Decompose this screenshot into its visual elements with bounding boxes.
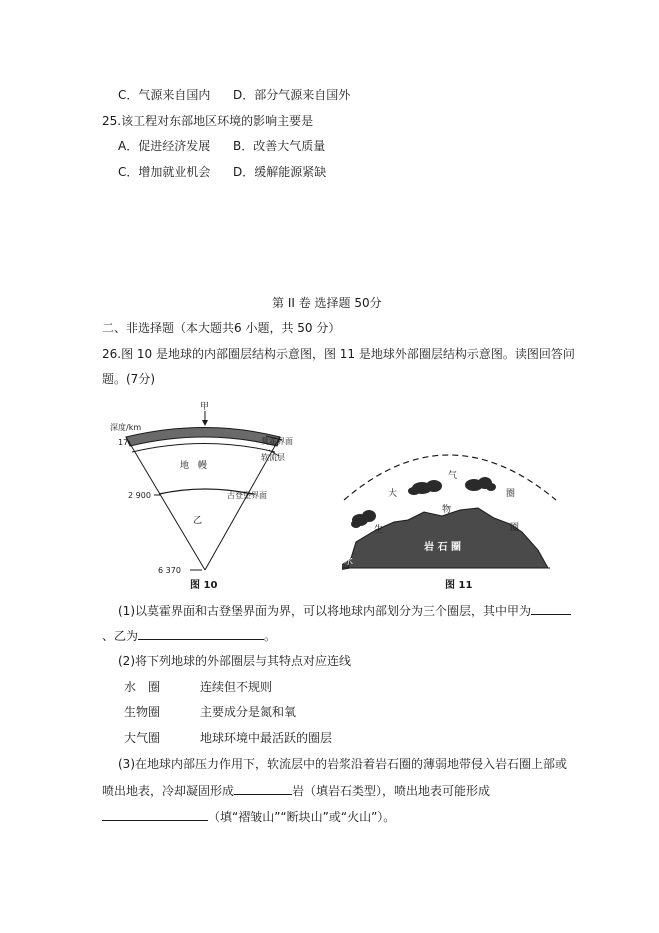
q26-part3-line2 (102, 782, 490, 799)
fig11-lithosphere (348, 508, 548, 568)
q26-part3-text-c: （填“褶皱山”“断块山”或“火山”）。 (208, 810, 396, 824)
fig11-cloud-right (465, 477, 496, 491)
q25-option-c: C．增加就业机会 (118, 165, 211, 179)
fig10-label-mantle: 地 幔 (180, 461, 208, 471)
q26-part3-line1: (3)在地球内部压力作用下，软流层中的岩浆沿着岩石圈的薄弱地带侵入岩石圈上部或 (118, 757, 568, 771)
fig11-label-sheng: 生 (374, 525, 384, 535)
q24-option-c: C．气源来自国内 (118, 88, 211, 102)
fig11-cloud-left (351, 510, 376, 528)
fig11-label-lithosphere: 岩 石 圈 (424, 542, 461, 553)
q26-part3-text-b1: 喷出地表，冷却凝固形成 (102, 784, 235, 798)
q25-option-a: A．促进经济发展 (118, 139, 211, 153)
fig10-left-edge (126, 437, 208, 570)
q26-part1-text-b: 、乙为 (102, 629, 139, 643)
q26-answer-blank-yi[interactable] (138, 627, 264, 640)
match-right-3: 地球环境中最活跃的圈层 (200, 731, 333, 745)
fig10-label-yi: 乙 (193, 516, 203, 526)
match-left-2: 生物圈 (124, 705, 161, 719)
q26-part2-text: (2)将下列地球的外部圈层与其特点对应连线 (118, 654, 351, 668)
q26-part1-line2 (102, 627, 276, 644)
match-right-2: 主要成分是氮和氧 (200, 705, 297, 719)
fig11-label-quan: 圈 (506, 489, 516, 499)
q26-part1-text-a: (1)以莫霍界面和古登堡界面为界，可以将地球内部划分为三个圈层，其中甲为 (118, 604, 532, 618)
q25-stem: 25.该工程对东部地区环境的影响主要是 (102, 114, 314, 128)
fig11-cloud-middle (408, 480, 442, 495)
figure-10-interior-diagram (104, 398, 314, 590)
q24-option-d: D．部分气源来自国外 (233, 88, 351, 102)
fig11-label-shui: 水 (344, 557, 354, 567)
fig10-label-moho: 莫霍界面 (261, 437, 293, 446)
q26-stem-line1: 26.图 10 是地球的内部圈层结构示意图，图 11 是地球外部圈层结构示意图。读图回答问 (102, 347, 575, 361)
fig10-label-asthenosphere: 软流层 (261, 453, 285, 462)
fig10-asthenosphere-line (132, 444, 275, 453)
match-left-3: 大气圈 (124, 731, 161, 745)
figure-11-external-spheres (338, 438, 560, 590)
fig10-depth-2900: 2 900 (128, 491, 151, 500)
match-left-1: 水 圈 (124, 680, 161, 694)
q26-answer-blank-jia[interactable] (531, 602, 571, 615)
fig11-caption: 图 11 (445, 580, 473, 590)
match-right-1: 连续但不规则 (200, 680, 273, 694)
q26-part1-line1 (118, 602, 571, 619)
fig11-label-qi: 气 (448, 471, 458, 481)
q26-answer-blank-rock[interactable] (234, 782, 292, 795)
fig10-top-marker: 甲 (200, 402, 210, 412)
section-title: 第 II 卷 选择题 50分 (272, 296, 382, 310)
q26-stem-line2: 题。(7分) (102, 372, 155, 386)
fig10-top-arrow-head (202, 420, 208, 426)
q25-option-b: B．改善大气质量 (233, 139, 326, 153)
fig11-label-quan2: 圈 (510, 523, 520, 533)
q26-part1-end: 。 (264, 629, 277, 643)
section-heading: 二、非选择题（本大题共6 小题，共 50 分） (102, 321, 341, 335)
fig10-caption: 图 10 (190, 580, 218, 590)
fig10-depth-6370: 6 370 (158, 566, 181, 575)
fig10-label-gutenberg: 古登堡界面 (227, 491, 267, 500)
fig11-label-wu: 物 (442, 505, 452, 515)
q26-part3-line3 (102, 808, 395, 825)
q26-answer-blank-landform[interactable] (102, 808, 208, 821)
fig11-label-da: 大 (388, 489, 398, 499)
fig10-axis-label: 深度/km (110, 423, 142, 432)
fig10-depth-17: 17 (118, 438, 129, 447)
q26-part3-text-b2: 岩（填岩石类型），喷出地表可能形成 (292, 784, 491, 798)
q25-option-d: D．缓解能源紧缺 (233, 165, 327, 179)
